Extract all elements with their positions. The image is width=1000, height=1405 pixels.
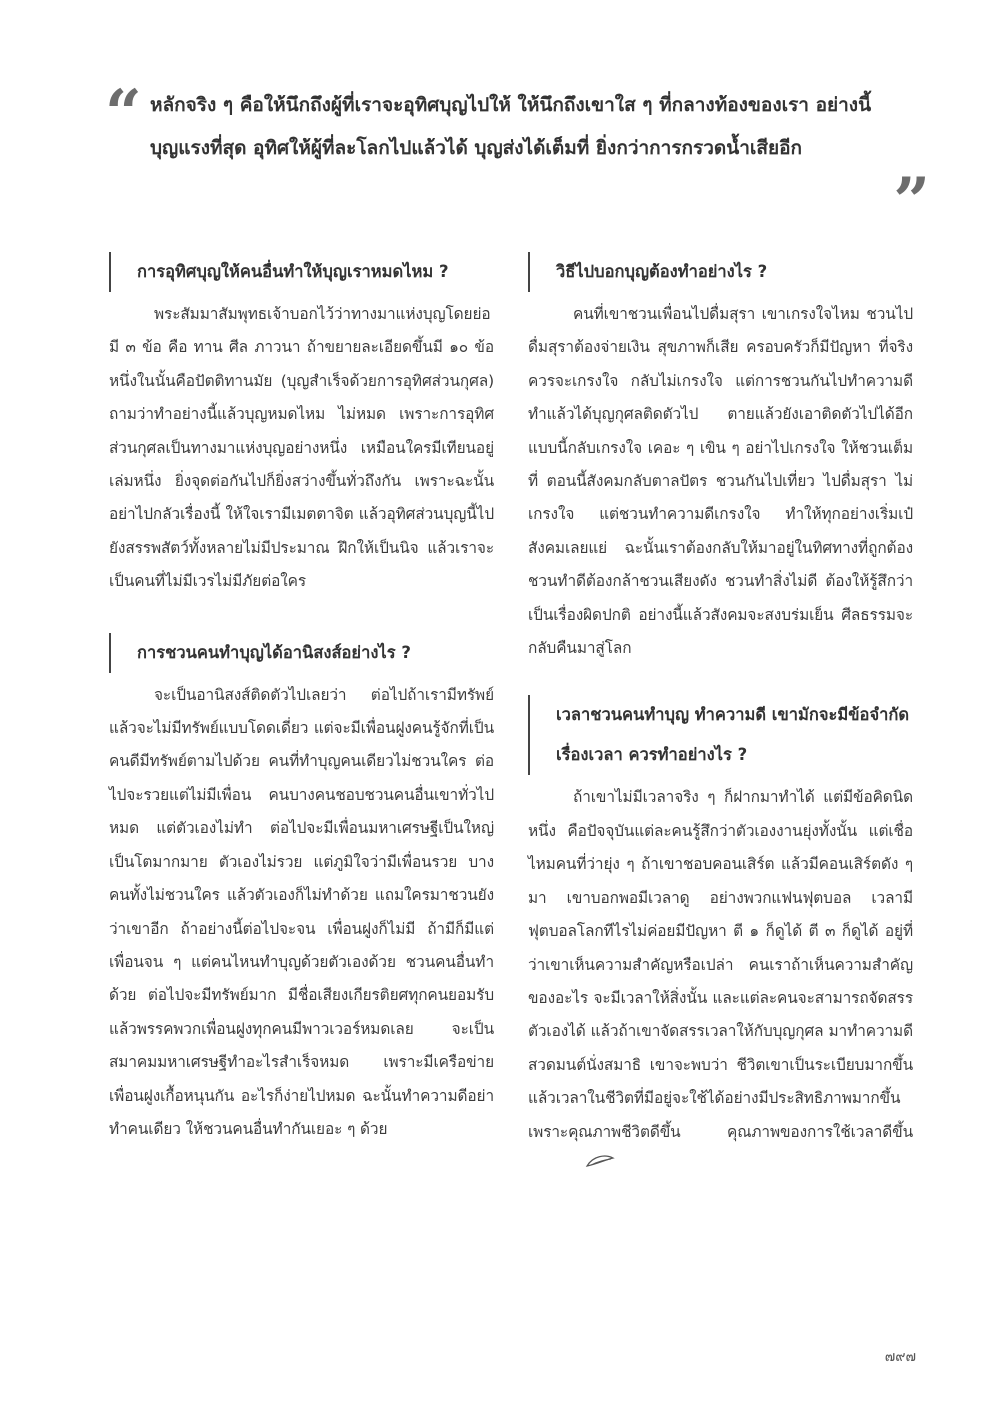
section-body-how-to-invite: คนที่เขาชวนเพื่อนไปดื่มสุรา เขาเกรงใจไหม ชวนไปดื่มสุราต้องจ่ายเงิน สุขภาพก็เสีย ครอบครัวก็มีปัญหา ที่จริงควรจะเกรงใจ กลับไม่เกรงใจ แต่การชวนกันไปทำความดี ทำแล้วได้บุญกุศลติดตัวไป ตายแล้วยังเอาติดตัวไปได้อีก แบบนี้กลับเกรงใจ เคอะ ๆ เขิน ๆ อย่าไปเกรงใจ ให้ชวนเต็มที่ ตอนนี้สังคมกลับตาลปัตร ชวนกันไปเที่ยว ไปดื่มสุรา ไม่เกรงใจ แต่ชวนทำความดีเกรงใจ ทำให้ทุกอย่างเริ่มเป๋ สังคมเลยแย่ ฉะนั้นเราต้องกลับให้มาอยู่ในทิศทางที่ถูกต้อง ชวนทำดีต้องกล้าชวนเสียงดัง ชวนทำสิ่งไม่ดี ต้องให้รู้สึกว่าเป็นเรื่องผิดปกติ อย่างนี้แล้วสังคมจะสงบร่มเย็น ศีลธรรมจะกลับคืนมาสู่โลก — [528, 305, 913, 658]
section-heading-time-limit: เวลาชวนคนทำบุญ ทำความดี เขามักจะมีข้อจำกัดเรื่องเวลา ควรทำอย่างไร ? — [528, 695, 913, 775]
pull-quote-text: หลักจริง ๆ คือให้นึกถึงผู้ที่เราจะอุทิศบุญไปให้ ให้นึกถึงเขาใส ๆ ที่กลางท้องของเรา อย่างนี้บุญแรงที่สุด อุทิศให้ผู้ที่ละโลกไปแล้วได้ บุญส่งได้เต็มที่ ยิ่งกว่าการกรวดน้ำเสียอีก — [150, 94, 872, 159]
section-body-dedicate-merit: พระสัมมาสัมพุทธเจ้าบอกไว้ว่าทางมาแห่งบุญโดยย่อมี ๓ ข้อ คือ ทาน ศีล ภาวนา ถ้าขยายละเอียดขึ้นมี ๑๐ ข้อ หนึ่งในนั้นคือปัตติทานมัย (บุญสำเร็จด้วยการอุทิศส่วนกุศล) ถามว่าทำอย่างนี้แล้วบุญหมดไหม ไม่หมด เพราะการอุทิศส่วนกุศลเป็นทางมาแห่งบุญอย่างหนึ่ง เหมือนใครมีเทียนอยู่เล่มหนึ่ง ยิ่งจุดต่อกันไปก็ยิ่งสว่างขึ้นทั่วถึงกัน เพราะฉะนั้นอย่าไปกลัวเรื่องนี้ ให้ใจเรามีเมตตาจิต แล้วอุทิศส่วนบุญนี้ไปยังสรรพสัตว์ทั้งหลายไม่มีประมาณ ฝึกให้เป็นนิจ แล้วเราจะเป็นคนที่ไม่มีเวรไม่มีภัยต่อใคร — [109, 305, 494, 591]
section-heading-invite-benefit: การชวนคนทำบุญได้อานิสงส์อย่างไร ? — [109, 633, 494, 673]
open-quote-mark: “ — [105, 76, 142, 151]
section-body-time-limit — [528, 781, 913, 1182]
section-body-invite-benefit: จะเป็นอานิสงส์ติดตัวไปเลยว่า ต่อไปถ้าเรามีทรัพย์แล้วจะไม่มีทรัพย์แบบโดดเดี่ยว แต่จะมีเพื่อนฝูงคนรู้จักที่เป็นคนดีมีทรัพย์ตามไปด้วย คนที่ทำบุญคนเดียวไม่ชวนใคร ต่อไปจะรวยแต่ไม่มีเพื่อน คนบางคนชอบชวนคนอื่นเขาทั่วไปหมด แต่ตัวเองไม่ทำ ต่อไปจะมีเพื่อนมหาเศรษฐีเป็นใหญ่เป็นโตมากมาย ตัวเองไม่รวย แต่ภูมิใจว่ามีเพื่อนรวย บางคนทั้งไม่ชวนใคร แล้วตัวเองก็ไม่ทำด้วย แถมใครมาชวนยังว่าเขาอีก ถ้าอย่างนี้ต่อไปจะจน เพื่อนฝูงก็ไม่มี ถ้ามีก็มีแต่เพื่อนจน ๆ แต่คนไหนทำบุญด้วยตัวเองด้วย ชวนคนอื่นทำด้วย ต่อไปจะมีทรัพย์มาก มีชื่อเสียงเกียรติยศทุกคนยอมรับ แล้วพรรคพวกเพื่อนฝูงทุกคนมีพาวเวอร์หมดเลย จะเป็นสมาคมมหาเศรษฐีทำอะไรสำเร็จหมด เพราะมีเครือข่ายเพื่อนฝูงเกื้อหนุนกัน อะไรก็ง่ายไปหมด ฉะนั้นทำความดีอย่าทำคนเดียว ให้ชวนคนอื่นทำกันเยอะ ๆ ด้วย — [109, 685, 494, 1138]
close-quote-mark: ” — [893, 164, 930, 239]
section-body-time-limit-text: ถ้าเขาไม่มีเวลาจริง ๆ ก็ฝากมาทำได้ แต่มีข้อคิดนิดหนึ่ง คือปัจจุบันแต่ละคนรู้สึกว่าตัวเองงานยุ่งทั้งนั้น แต่เชื่อไหมคนที่ว่ายุ่ง ๆ ถ้าเขาชอบคอนเสิร์ต แล้วมีคอนเสิร์ตดัง ๆ มา เขาบอกพอมีเวลาดู อย่างพวกแฟนฟุตบอล เวลามีฟุตบอลโลกทีไรไม่ค่อยมีปัญหา ตี ๑ ก็ดูได้ ตี ๓ ก็ดูได้ อยู่ที่ว่าเขาเห็นความสำคัญหรือเปล่า คนเราถ้าเห็นความสำคัญของอะไร จะมีเวลาให้สิ่งนั้น และแต่ละคนจะสามารถจัดสรรตัวเองได้ แล้วถ้าเขาจัดสรรเวลาให้กับบุญกุศล มาทำความดี สวดมนต์นั่งสมาธิ เขาจะพบว่า ชีวิตเขาเป็นระเบียบมากขึ้น แล้วเวลาในชีวิตที่มีอยู่จะใช้ได้อย่างมีประสิทธิภาพมากขึ้น เพราะคุณภาพชีวิตดีขึ้น คุณภาพของการใช้เวลาดีขึ้น — [528, 788, 913, 1141]
pull-quote — [105, 76, 930, 239]
page-number: ๗๙๗ — [884, 1349, 916, 1365]
right-column — [528, 252, 913, 1183]
section-heading-dedicate-merit: การอุทิศบุญให้คนอื่นทำให้บุญเราหมดไหม ? — [109, 252, 494, 292]
section-heading-how-to-invite: วิธีไปบอกบุญต้องทำอย่างไร ? — [528, 252, 913, 292]
left-column — [109, 252, 494, 1146]
leaf-end-icon — [540, 1149, 615, 1182]
